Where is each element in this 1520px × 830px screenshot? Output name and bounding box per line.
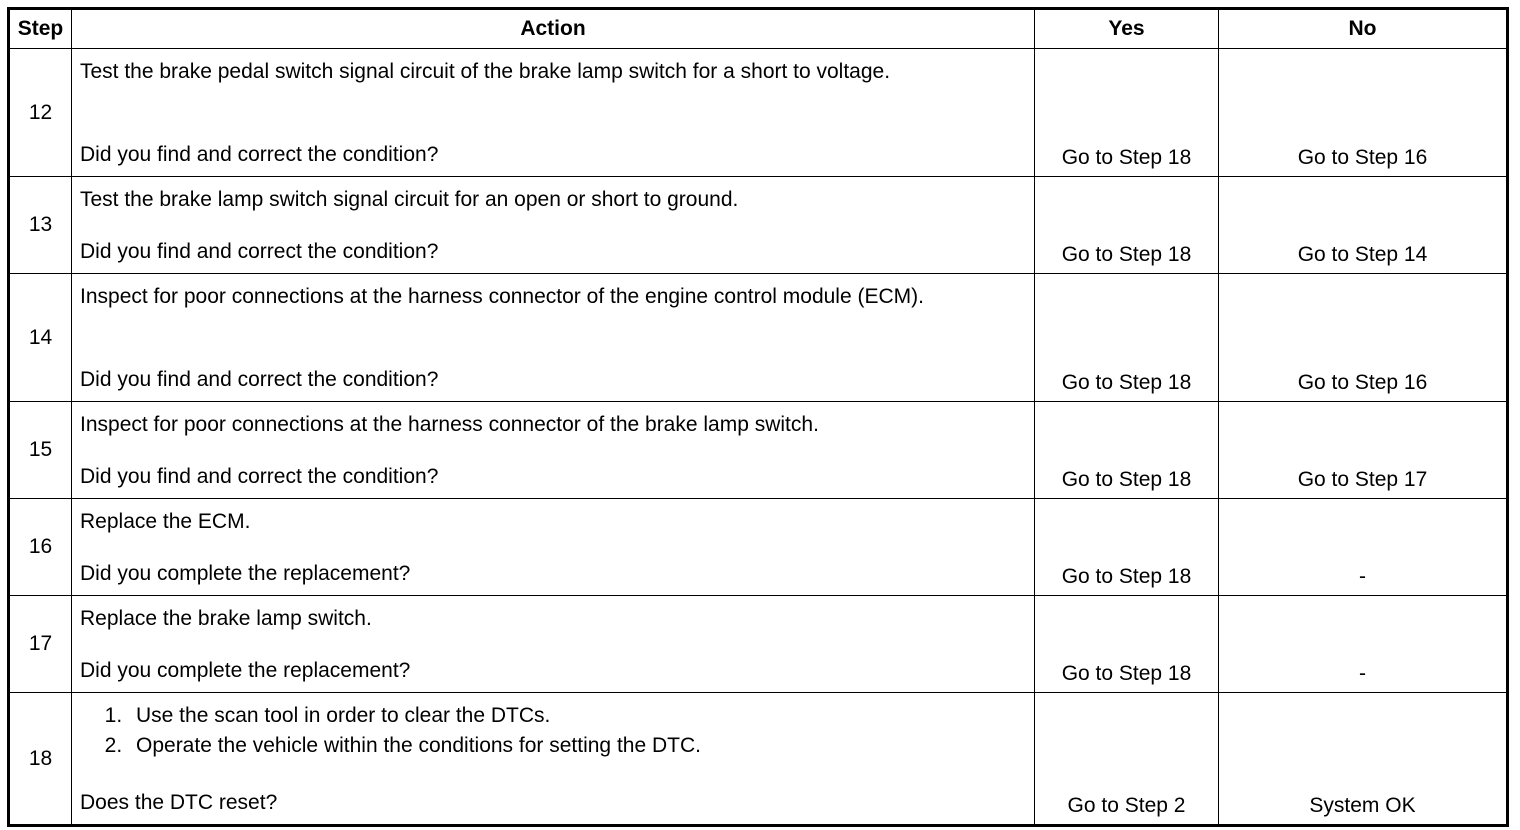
yes-result: Go to Step 18 (1035, 177, 1219, 274)
action-text: Test the brake lamp switch signal circuit for an open or short to ground. (80, 188, 739, 211)
no-result: Go to Step 14 (1219, 177, 1508, 274)
step-number: 13 (9, 177, 72, 274)
table-row (9, 49, 1508, 177)
table-row (9, 499, 1508, 596)
step-number: 12 (9, 49, 72, 177)
substep-list (80, 701, 1026, 761)
header-no: No (1219, 9, 1508, 49)
action-cell (72, 499, 1035, 596)
no-result: Go to Step 16 (1219, 49, 1508, 177)
action-question: Did you complete the replacement? (80, 562, 411, 585)
no-result: System OK (1219, 693, 1508, 826)
action-cell (72, 177, 1035, 274)
yes-result: Go to Step 18 (1035, 274, 1219, 402)
header-action: Action (72, 9, 1035, 49)
substep-item: 2. Operate the vehicle within the conditions for setting the DTC. (128, 731, 1026, 761)
action-cell (72, 274, 1035, 402)
no-result: Go to Step 16 (1219, 274, 1508, 402)
action-text: Inspect for poor connections at the harness connector of the engine control module (ECM). (80, 285, 924, 308)
header-yes: Yes (1035, 9, 1219, 49)
action-question: Did you find and correct the condition? (80, 240, 439, 263)
action-text: Test the brake pedal switch signal circuit of the brake lamp switch for a short to voltage. (80, 60, 891, 83)
action-cell (72, 49, 1035, 177)
no-result: - (1219, 499, 1508, 596)
diagnostic-table (7, 7, 1509, 827)
step-number: 17 (9, 596, 72, 693)
substep-item: 1. Use the scan tool in order to clear the DTCs. (128, 701, 1026, 731)
header-step: Step (9, 9, 72, 49)
no-result: Go to Step 17 (1219, 402, 1508, 499)
action-cell (72, 693, 1035, 826)
yes-result: Go to Step 18 (1035, 402, 1219, 499)
action-question: Does the DTC reset? (80, 791, 278, 814)
yes-result: Go to Step 2 (1035, 693, 1219, 826)
table-row (9, 596, 1508, 693)
yes-result: Go to Step 18 (1035, 596, 1219, 693)
step-number: 14 (9, 274, 72, 402)
step-number: 15 (9, 402, 72, 499)
step-number: 18 (9, 693, 72, 826)
table-row (9, 402, 1508, 499)
action-text: Replace the brake lamp switch. (80, 607, 372, 630)
step-number: 16 (9, 499, 72, 596)
table-row (9, 274, 1508, 402)
action-cell (72, 402, 1035, 499)
yes-result: Go to Step 18 (1035, 49, 1219, 177)
action-question: Did you find and correct the condition? (80, 143, 439, 166)
table-header-row (9, 9, 1508, 49)
yes-result: Go to Step 18 (1035, 499, 1219, 596)
action-question: Did you find and correct the condition? (80, 368, 439, 391)
no-result: - (1219, 596, 1508, 693)
action-cell (72, 596, 1035, 693)
table-row (9, 177, 1508, 274)
action-text: Replace the ECM. (80, 510, 251, 533)
action-question: Did you complete the replacement? (80, 659, 411, 682)
action-text: Inspect for poor connections at the harness connector of the brake lamp switch. (80, 413, 819, 436)
action-question: Did you find and correct the condition? (80, 465, 439, 488)
table-row (9, 693, 1508, 826)
